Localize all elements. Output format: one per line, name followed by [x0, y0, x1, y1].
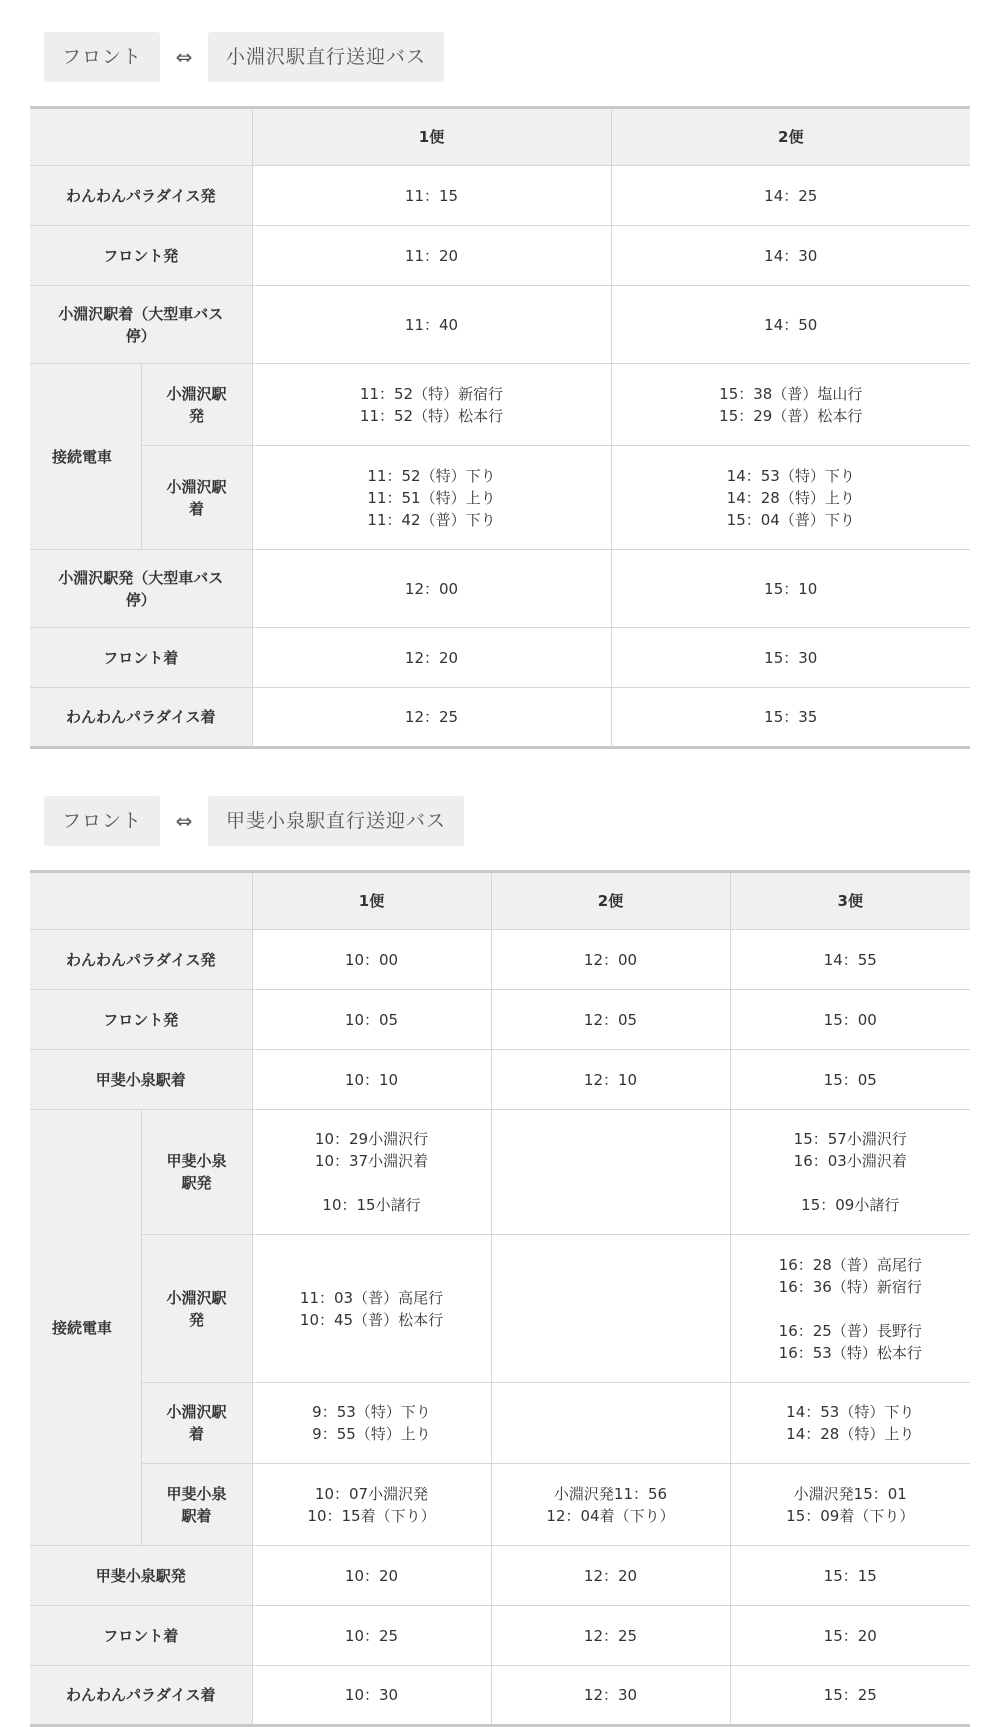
table-header-row: [30, 872, 970, 930]
time-cell: 11：15: [252, 166, 611, 226]
column-header: 1便: [252, 872, 491, 930]
table-row: [30, 628, 970, 688]
column-header: 1便: [252, 108, 611, 166]
time-cell: 10：05: [252, 990, 491, 1050]
table-row: [30, 1235, 970, 1383]
table-row: [30, 1383, 970, 1464]
train-text: 10：29小淵沢行 10：37小淵沢着: [314, 1130, 429, 1170]
train-text: 15：09小諸行: [801, 1196, 900, 1214]
time-cell: 10：20: [252, 1546, 491, 1606]
time-cell: 14：30: [611, 226, 970, 286]
table-row: [30, 1464, 970, 1546]
train-text: 16：28（普）高尾行 16：36（特）新宿行: [778, 1255, 922, 1296]
row-subheader: 小淵沢駅着: [141, 446, 252, 550]
row-header: わんわんパラダイス着: [30, 688, 252, 748]
row-header: フロント発: [30, 990, 252, 1050]
train-cell: 11：03（普）高尾行 10：45（普）松本行: [252, 1235, 491, 1383]
time-cell: 10：30: [252, 1666, 491, 1726]
table-row: [30, 550, 970, 628]
table-row: [30, 1666, 970, 1726]
table-row: [30, 286, 970, 364]
connecting-train-header: 接続電車: [30, 1110, 141, 1546]
time-cell: 10：25: [252, 1606, 491, 1666]
time-cell: 15：10: [611, 550, 970, 628]
time-cell: 10：00: [252, 930, 491, 990]
time-cell: 15：20: [730, 1606, 970, 1666]
train-cell: 11：52（特）新宿行 11：52（特）松本行: [252, 364, 611, 446]
time-cell: 14：55: [730, 930, 970, 990]
route-from-chip: フロント: [44, 796, 160, 846]
bidirectional-arrow-icon: ⇔: [175, 45, 193, 69]
corner-cell: [30, 108, 252, 166]
kobuchizawa-timetable: [30, 106, 970, 749]
row-header: フロント着: [30, 1606, 252, 1666]
row-header: 小淵沢駅発（大型車バス停）: [30, 550, 252, 628]
table-row: [30, 364, 970, 446]
table-row: [30, 226, 970, 286]
row-header: わんわんパラダイス着: [30, 1666, 252, 1726]
table-row: [30, 1546, 970, 1606]
time-cell: 14：25: [611, 166, 970, 226]
empty-cell: [491, 1235, 730, 1383]
route-to-chip: 小淵沢駅直行送迎バス: [208, 32, 444, 82]
table-row: [30, 446, 970, 550]
train-cell: [730, 1110, 970, 1235]
table-row: [30, 166, 970, 226]
time-cell: 12：30: [491, 1666, 730, 1726]
row-header: わんわんパラダイス発: [30, 930, 252, 990]
table-row: [30, 688, 970, 748]
time-cell: 12：20: [491, 1546, 730, 1606]
row-subheader: 小淵沢駅着: [141, 1383, 252, 1464]
route-header-kobuchizawa: [44, 32, 444, 82]
train-cell: 10：07小淵沢発 10：15着（下り）: [252, 1464, 491, 1546]
train-cell: 小淵沢発11：56 12：04着（下り）: [491, 1464, 730, 1546]
connecting-train-header: 接続電車: [30, 364, 141, 550]
table-row: [30, 1606, 970, 1666]
time-cell: 12：05: [491, 990, 730, 1050]
train-text: 10：15小諸行: [322, 1196, 421, 1214]
route-from-chip: フロント: [44, 32, 160, 82]
time-cell: 12：10: [491, 1050, 730, 1110]
time-cell: 12：25: [252, 688, 611, 748]
route-header-kaikoizumi: [44, 796, 464, 846]
row-subheader: 甲斐小泉駅着: [141, 1464, 252, 1546]
row-subheader: 小淵沢駅発: [141, 364, 252, 446]
time-cell: 15：35: [611, 688, 970, 748]
table-row: [30, 930, 970, 990]
time-cell: 15：00: [730, 990, 970, 1050]
row-header: フロント着: [30, 628, 252, 688]
time-cell: 12：25: [491, 1606, 730, 1666]
train-cell: 15：38（普）塩山行 15：29（普）松本行: [611, 364, 970, 446]
row-header: 甲斐小泉駅着: [30, 1050, 252, 1110]
train-cell: 9：53（特）下り 9：55（特）上り: [252, 1383, 491, 1464]
train-cell: [252, 1110, 491, 1235]
row-subheader: 甲斐小泉駅発: [141, 1110, 252, 1235]
time-cell: 14：50: [611, 286, 970, 364]
time-cell: 12：00: [252, 550, 611, 628]
row-subheader: 小淵沢駅発: [141, 1235, 252, 1383]
train-text: 16：25（普）長野行 16：53（特）松本行: [778, 1321, 922, 1362]
time-cell: 15：05: [730, 1050, 970, 1110]
row-header: フロント発: [30, 226, 252, 286]
table-row: [30, 1050, 970, 1110]
time-cell: 15：30: [611, 628, 970, 688]
train-cell: 14：53（特）下り 14：28（特）上り: [730, 1383, 970, 1464]
time-cell: 15：15: [730, 1546, 970, 1606]
row-header: わんわんパラダイス発: [30, 166, 252, 226]
empty-cell: [491, 1383, 730, 1464]
train-cell: 11：52（特）下り 11：51（特）上り 11：42（普）下り: [252, 446, 611, 550]
time-cell: 12：20: [252, 628, 611, 688]
row-header: 甲斐小泉駅発: [30, 1546, 252, 1606]
time-cell: 11：40: [252, 286, 611, 364]
train-cell: 小淵沢発15：01 15：09着（下り）: [730, 1464, 970, 1546]
corner-cell: [30, 872, 252, 930]
column-header: 3便: [730, 872, 970, 930]
column-header: 2便: [491, 872, 730, 930]
kaikoizumi-timetable: [30, 870, 970, 1727]
train-cell: 14：53（特）下り 14：28（特）上り 15：04（普）下り: [611, 446, 970, 550]
column-header: 2便: [611, 108, 970, 166]
table-row: [30, 990, 970, 1050]
time-cell: 15：25: [730, 1666, 970, 1726]
table-header-row: [30, 108, 970, 166]
time-cell: 12：00: [491, 930, 730, 990]
table-row: [30, 1110, 970, 1235]
route-to-chip: 甲斐小泉駅直行送迎バス: [208, 796, 464, 846]
time-cell: 11：20: [252, 226, 611, 286]
train-text: 15：57小淵沢行 16：03小淵沢着: [793, 1130, 907, 1170]
row-header: 小淵沢駅着（大型車バス停）: [30, 286, 252, 364]
train-cell: [730, 1235, 970, 1383]
empty-cell: [491, 1110, 730, 1235]
time-cell: 10：10: [252, 1050, 491, 1110]
bidirectional-arrow-icon: ⇔: [175, 809, 193, 833]
